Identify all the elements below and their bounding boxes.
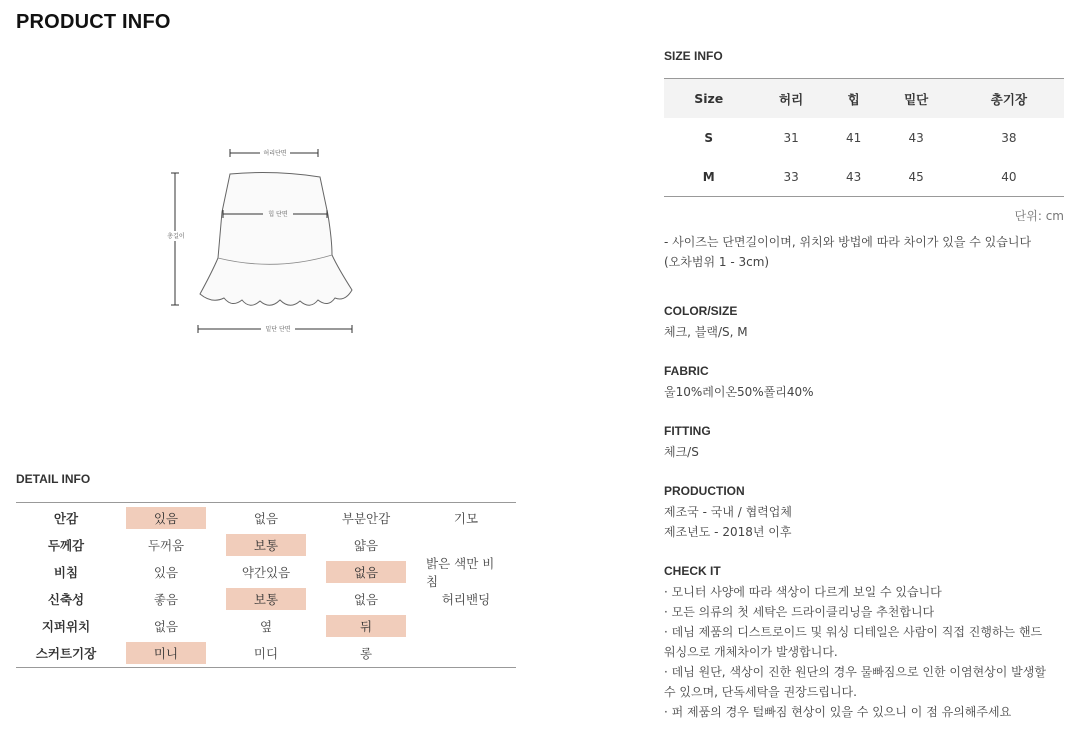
size-cell: 33 <box>783 169 799 184</box>
detail-option-cell <box>416 507 516 529</box>
detail-info-heading: DETAIL INFO <box>16 472 91 486</box>
size-col-header: 허리 <box>753 79 828 119</box>
detail-option-selected: 보통 <box>226 588 306 610</box>
detail-option-cell <box>116 588 216 610</box>
detail-option-selected: 보통 <box>226 534 306 556</box>
detail-option-selected: 없음 <box>326 561 406 583</box>
detail-option: 허리밴딩 <box>441 591 491 607</box>
detail-option-cell <box>316 615 416 637</box>
detail-option-selected: 미니 <box>126 642 206 664</box>
size-cell: S <box>704 130 714 145</box>
size-col-header: 밑단 <box>879 79 954 119</box>
size-unit: 단위: cm <box>1014 209 1064 223</box>
detail-option-cell <box>216 507 316 529</box>
detail-row-label: 신축성 <box>47 591 85 607</box>
size-cell: M <box>702 169 715 184</box>
detail-info-table <box>16 502 516 668</box>
detail-option-cell <box>416 615 516 637</box>
color-size-section <box>664 304 1064 342</box>
hip-label: 힙 단면 <box>268 211 288 218</box>
detail-option: 기모 <box>453 510 479 526</box>
production-heading: PRODUCTION <box>664 484 745 498</box>
color-size-heading: COLOR/SIZE <box>664 304 738 318</box>
check-it-section <box>664 564 1064 722</box>
production-line: 제조국 - 국내 / 협력업체 <box>664 505 792 519</box>
detail-option-cell <box>116 561 216 583</box>
detail-row-label: 지퍼위치 <box>41 618 91 634</box>
detail-option-cell <box>316 642 416 664</box>
size-table-row <box>664 118 1064 157</box>
skirt-illustration <box>160 140 360 340</box>
detail-option-cell <box>216 615 316 637</box>
detail-option: 얇음 <box>353 537 379 553</box>
detail-row-label: 스커트기장 <box>35 645 97 661</box>
hem-label: 밑단 단면 <box>265 326 291 333</box>
detail-row <box>16 585 516 612</box>
detail-row-label: 안감 <box>53 510 79 526</box>
check-it-line: · 모니터 사양에 따라 색상이 다르게 보일 수 있습니다 <box>664 585 942 599</box>
size-cell: 31 <box>783 130 799 145</box>
detail-option-cell <box>316 588 416 610</box>
detail-option-cell <box>116 534 216 556</box>
skirt-measurement-diagram <box>160 140 360 340</box>
detail-row <box>16 612 516 639</box>
detail-option <box>426 615 506 637</box>
detail-row <box>16 555 516 589</box>
size-cell: 38 <box>1001 130 1017 145</box>
detail-option: 약간있음 <box>241 564 291 580</box>
detail-option: 두꺼움 <box>147 537 185 553</box>
production-line: 제조년도 - 2018년 이후 <box>664 525 792 539</box>
detail-option: 옆 <box>259 618 273 634</box>
fabric-heading: FABRIC <box>664 364 709 378</box>
size-table <box>664 78 1064 197</box>
detail-option: 밝은 색만 비침 <box>426 555 495 589</box>
size-cell: 43 <box>908 130 924 145</box>
detail-row <box>16 639 516 666</box>
length-label: 총길이 <box>167 233 185 240</box>
size-note <box>664 232 1064 272</box>
check-it-line: 워싱으로 개체차이가 발생합니다. <box>664 645 838 659</box>
detail-option-selected: 뒤 <box>326 615 406 637</box>
detail-option: 부분안감 <box>341 510 391 526</box>
right-column <box>664 49 1064 722</box>
detail-option-cell <box>316 507 416 529</box>
check-it-line: · 모든 의류의 첫 세탁은 드라이클리닝을 추천합니다 <box>664 605 935 619</box>
size-table-row <box>664 157 1064 197</box>
size-cell: 41 <box>845 130 862 145</box>
detail-option-cell <box>316 534 416 556</box>
fabric-value: 울10%레이온50%폴리40% <box>664 385 814 399</box>
fitting-heading: FITTING <box>664 424 711 438</box>
detail-option: 미디 <box>253 645 279 661</box>
detail-option-cell <box>116 642 216 664</box>
color-size-value: 체크, 블랙/S, M <box>664 325 748 339</box>
detail-option <box>426 534 506 556</box>
size-note-line: - 사이즈는 단면길이이며, 위치와 방법에 따라 차이가 있을 수 있습니다 <box>664 235 1032 249</box>
detail-option: 없음 <box>153 618 179 634</box>
detail-row <box>16 504 516 531</box>
detail-option: 없음 <box>353 591 379 607</box>
size-info-heading: SIZE INFO <box>664 49 723 63</box>
size-col-header: 힙 <box>829 79 879 119</box>
detail-option: 롱 <box>359 645 373 661</box>
detail-option: 있음 <box>153 564 179 580</box>
fabric-section <box>664 364 1064 402</box>
detail-row-label: 비침 <box>53 564 79 580</box>
fitting-value: 체크/S <box>664 445 699 459</box>
check-it-line: · 데님 원단, 색상이 진한 원단의 경우 물빠짐으로 인한 이염현상이 발생할 <box>664 665 1046 679</box>
production-section <box>664 484 1064 542</box>
detail-option-cell <box>216 588 316 610</box>
check-it-line: · 퍼 제품의 경우 털빠짐 현상이 있을 수 있으니 이 점 유의해주세요 <box>664 705 1012 719</box>
detail-option-cell <box>216 642 316 664</box>
waist-label: 허리단면 <box>263 150 287 157</box>
page-title: PRODUCT INFO <box>16 11 171 33</box>
detail-option <box>426 642 506 664</box>
detail-option-cell <box>216 561 316 583</box>
detail-option-cell <box>416 588 516 610</box>
size-cell: 40 <box>1001 169 1017 184</box>
detail-option-cell <box>216 534 316 556</box>
size-note-line: (오차범위 1 - 3cm) <box>664 255 770 269</box>
size-table-header-row <box>664 79 1064 119</box>
detail-option: 좋음 <box>153 591 179 607</box>
detail-info-section <box>16 472 516 668</box>
detail-option-cell <box>416 534 516 556</box>
detail-option-cell <box>416 555 516 589</box>
check-it-line: 수 있으며, 단독세탁을 권장드립니다. <box>664 685 857 699</box>
size-cell: 43 <box>845 169 862 184</box>
detail-option-cell <box>416 642 516 664</box>
size-col-header: 총기장 <box>954 79 1064 119</box>
detail-option-cell <box>116 615 216 637</box>
detail-option: 없음 <box>253 510 279 526</box>
check-it-line: · 데님 제품의 디스트로이드 및 워싱 디테일은 사람이 직접 진행하는 핸드 <box>664 625 1043 639</box>
check-it-heading: CHECK IT <box>664 564 721 578</box>
size-col-header: Size <box>664 79 753 119</box>
size-cell: 45 <box>908 169 924 184</box>
fitting-section <box>664 424 1064 462</box>
detail-row-label: 두께감 <box>47 537 85 553</box>
detail-option-cell <box>316 561 416 583</box>
detail-option-cell <box>116 507 216 529</box>
detail-option-selected: 있음 <box>126 507 206 529</box>
